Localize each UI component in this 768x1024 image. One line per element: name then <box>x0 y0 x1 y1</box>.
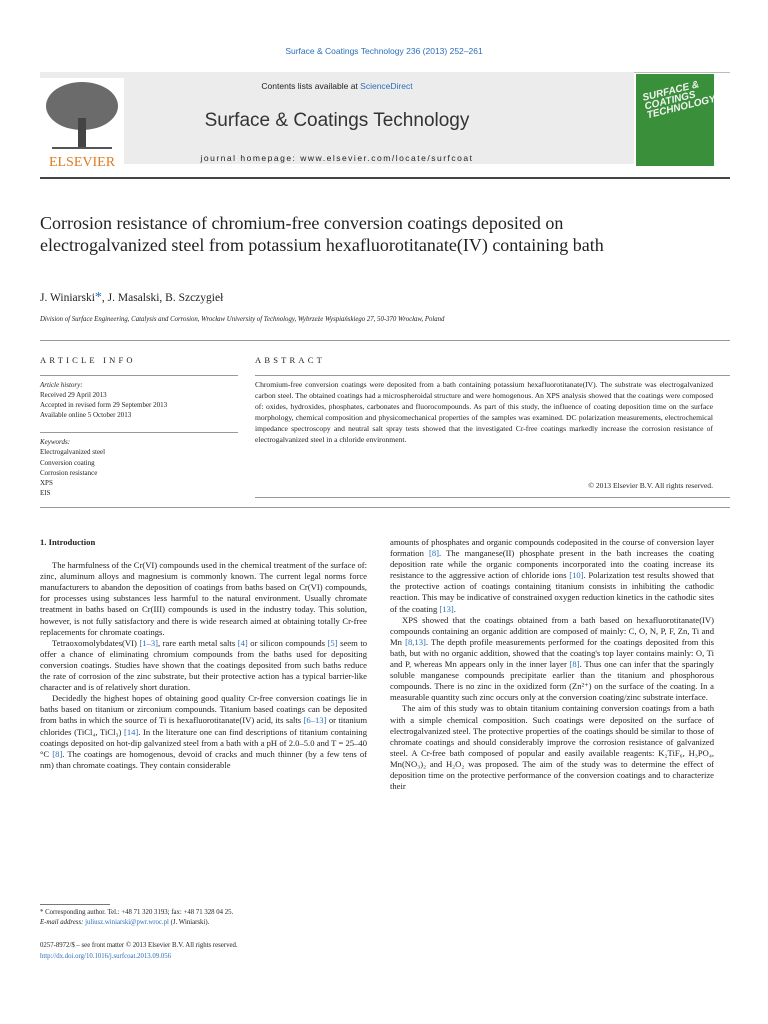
divider <box>40 432 238 433</box>
citation-link[interactable]: [14] <box>123 726 139 737</box>
other-authors: , J. Masalski, B. Szczygieł <box>101 292 224 304</box>
text-run: , rare earth metal salts <box>158 637 238 648</box>
paragraph <box>40 693 367 771</box>
front-matter <box>40 940 370 962</box>
citation-link[interactable]: [8,13] <box>405 636 426 647</box>
abstract-text: Chromium-free conversion coatings were deposited from a bath containing potassium hexafluorotitanate(IV). The substrate was electrogalvanized carbon steel. The obtained coatings had a microspheroidal structure and were homogenous. An XPS analysis showed that the coatings were composed of: oxides, hydroxides, phosphates, carbonates and fluorocompounds. As part of this study, the influence of coating deposition time on the surface morphology, chemical composition and physicomechanical properties of the samples was examined. DC polarization measurements, electrochemical impedance spectroscopy and neutral salt spray tests showed that the investigated Cr-free coatings markedly increase the corrosion resistance of electrogalvanized steel in a chloride environment. <box>255 380 713 444</box>
text-run: . In the literature one can find descriptions of titanium containing coatings deposited on hot-dip galvanized steel from a bath with a pH of 2.0–5.0 and T = 25–40 °C <box>40 726 367 759</box>
text-run: or titanium chlorides (TiCl₄, TiCl₃) <box>40 715 367 737</box>
abstract-label: ABSTRACT <box>255 355 325 365</box>
keyword-item: Electrogalvanized steel <box>40 448 106 457</box>
affiliation: Division of Surface Engineering, Catalysis and Corrosion, Wrocław University of Technology, Wybrzeże Wyspiańskiego 27, 50-370 Wrocław, Poland <box>40 316 445 323</box>
paragraph: The harmfulness of the Cr(VI) compounds used in the chemical treatment of the surface of: zinc, aluminum alloys and magnesium is commonly known. The current legal norms force manufacturers to abandon the deposition of coatings from baths based on Cr(VI) compounds, for processes using substances less harmful to the natural environment. Usually chromate treatment in baths based on Cr(III) compounds is used in the industry today. This solution, however, is not fully satisfactory and there is wide research aimed at obtaining totally Cr-free replacements for chromate coatings. <box>40 560 367 637</box>
footnotes <box>40 908 370 928</box>
history-accepted: Accepted in revised form 29 September 2013 <box>40 401 168 409</box>
divider <box>40 507 730 508</box>
article-title: Corrosion resistance of chromium-free conversion coatings deposited on electrogalvanized steel from potassium hexafluorotitanate(IV) containing bath <box>40 213 604 255</box>
journal-title: Surface & Coatings Technology <box>204 110 470 131</box>
paragraph <box>390 537 714 615</box>
issn-line: 0257-8972/$ – see front matter © 2013 Elsevier B.V. All rights reserved. <box>40 942 238 949</box>
text-run: Tetraoxomolybdates(VI) <box>52 637 140 648</box>
paragraph <box>390 615 714 704</box>
cover-title: SURFACE & COATINGS TECHNOLOGY <box>641 79 717 122</box>
divider <box>40 375 238 376</box>
corresponding-author-note: * Corresponding author. Tel.: +48 71 320 3193; fax: +48 71 328 04 25. <box>40 909 234 916</box>
text-run: XPS showed that the coatings obtained from a bath based on hexafluorotitanate(IV) compounds containing an organic addition are composed of mainly: C, O, N, P, F, Zn, Ti and Mn <box>390 614 714 647</box>
homepage-url-link[interactable]: www.elsevier.com/locate/surfcoat <box>300 153 474 163</box>
author-winiarski: J. Winiarski <box>40 292 95 304</box>
divider <box>40 340 730 341</box>
text-run: . The depth profile measurements performed for the coatings deposited from this bath, but with no organic addition, showed that the coating's top layer contains mainly: O, Ti and P, whereas Mn appears only in the inner layer <box>390 636 714 670</box>
contents-line <box>40 81 634 91</box>
paragraph: The aim of this study was to obtain titanium containing conversion coatings from a bath with a simple chemical composition. Such coatings were deposited on the surface of electrogalvanized steel. The protective properties of the coatings should be similar to those of chromate coatings and should considerably improve the corrosion resistance of galvanized steel. A Cr-free bath composed of popular and easily available reagents: K₂TiF₆, H₃PO₄, Mn(NO₃)₂ and H₂O₂ was proposed. The aim of the study was to determine the effect of deposition time on the protective performance of the conversion coatings and to characterize their <box>390 703 714 792</box>
divider <box>255 497 730 498</box>
text-run: seem to offer a chance of eliminating chromium compounds from the baths used for depositing conversion coatings. Studies have shown that the coatings deposited from such baths reduce the rate of corrosion of the zinc substrate, but their protective action has a typical barrier-like character and is of relatively short duration. <box>40 637 367 693</box>
citation-link[interactable]: [13] <box>439 603 454 614</box>
text-run: or silicon compounds <box>247 637 328 648</box>
header-bottom-rule <box>40 177 730 179</box>
citation-link[interactable]: [8] <box>569 659 580 670</box>
footnote-rule <box>40 904 110 905</box>
keywords-label: Keywords: <box>40 438 71 446</box>
sciencedirect-link[interactable]: ScienceDirect <box>360 81 413 91</box>
abstract-copyright: © 2013 Elsevier B.V. All rights reserved. <box>588 481 713 490</box>
contents-prefix: Contents lists available at <box>261 81 361 91</box>
body-right-column <box>390 537 714 792</box>
divider <box>255 375 730 376</box>
article-info-label: ARTICLE INFO <box>40 355 136 365</box>
elsevier-wordmark: ELSEVIER <box>48 155 116 170</box>
citation-link[interactable]: [1–3] <box>139 637 158 648</box>
text-run: . Polarization test results showed that the protective action of coatings containing titanium consists in inhibiting the cathodic reaction. This may be indicative of constrained oxygen reduction kinetics in the cathodic sites of the coating <box>390 570 714 614</box>
body-left-column <box>40 537 367 771</box>
keywords-list <box>40 437 238 499</box>
journal-cover-thumbnail[interactable] <box>636 74 717 166</box>
history-received: Received 29 April 2013 <box>40 391 107 399</box>
journal-citation[interactable]: Surface & Coatings Technology 236 (2013) 252–261 <box>285 46 483 56</box>
citation-link[interactable]: [10] <box>569 570 584 581</box>
citation-link[interactable]: [5] <box>327 637 338 648</box>
email-label: E-mail address: <box>40 919 86 926</box>
journal-homepage-line <box>40 153 634 163</box>
text-run: . The coatings are homogenous, devoid of cracks and much thinner (by a few tens of nm) than chromate coatings. They contain considerable <box>40 748 367 770</box>
doi-link[interactable]: http://dx.doi.org/10.1016/j.surfcoat.2013.09.056 <box>40 953 172 960</box>
section-heading-introduction: 1. Introduction <box>40 537 96 547</box>
email-suffix: (J. Winiarski). <box>168 919 210 926</box>
keyword-item: EIS <box>40 489 51 498</box>
history-online: Available online 5 October 2013 <box>40 411 132 419</box>
citation-link[interactable]: [6–13] <box>303 715 327 726</box>
keyword-item: XPS <box>40 479 53 488</box>
email-note <box>40 918 370 928</box>
homepage-prefix: journal homepage: <box>200 153 301 163</box>
text-run: . The manganese(II) phosphate present in the bath increases the coating deposition rate while the organic components incorporated into the coating increase its resistance to the aggressive action of chloride ions <box>390 548 714 581</box>
citation-link[interactable]: [4] <box>237 637 248 648</box>
history-label: Article history: <box>40 381 83 389</box>
text-run: amounts of phosphates and organic compounds codeposited in the course of conversion layer formation <box>390 537 714 559</box>
author-list <box>40 290 223 306</box>
citation-link[interactable]: [8] <box>52 748 63 759</box>
citation-link[interactable]: [8] <box>429 548 440 559</box>
text-run: . <box>453 603 456 614</box>
keyword-item: Conversion coating <box>40 458 95 467</box>
corresponding-author-star-link[interactable]: * <box>94 290 102 305</box>
text-run: Decidedly the highest hopes of obtaining good quality Cr-free conversion coatings lie in baths based on titanium or zirconium compounds. Titanium based coatings can be deposited from baths in which the source of Ti is hexafluorotitanate(IV) acid, its salts <box>40 693 367 726</box>
email-link[interactable]: juliusz.winiarski@pwr.wroc.pl <box>85 919 169 926</box>
article-history <box>40 380 238 420</box>
keyword-item: Corrosion resistance <box>40 468 98 477</box>
paragraph <box>40 638 367 693</box>
text-run: . Thus one can infer that the sparingly soluble manganese compounds precipitate earlier than the titanium and phosphorous compounds. There is no zinc in the oxidized form (Zn²⁺) on the surface of the coating. In a measurable quantity such zinc occurs only at the conversion coating/zinc substrate interface. <box>390 659 714 703</box>
